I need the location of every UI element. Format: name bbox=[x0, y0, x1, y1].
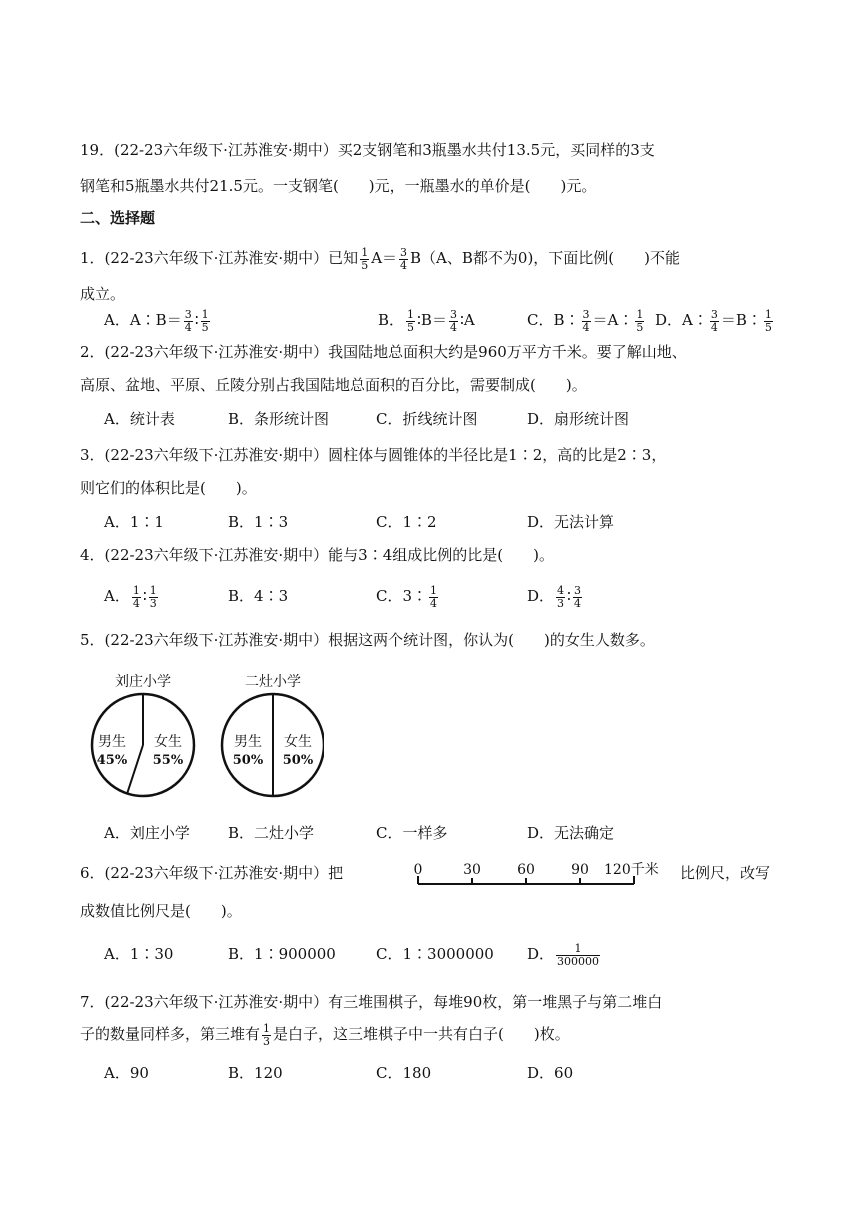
fraction: $\frac{1}{3}$ bbox=[149, 583, 157, 610]
scale-tick-label-120: 120千米 bbox=[604, 862, 659, 878]
q2-option-b[interactable]: B．条形统计图 bbox=[228, 410, 330, 428]
q6-pre: 6．(22-23六年级下·江苏淮安·期中）把 bbox=[80, 864, 344, 882]
q1-mid2: B（A、B都不为0)，下面比例( )不能 bbox=[410, 249, 681, 267]
q2-option-d[interactable]: D．扇形统计图 bbox=[527, 410, 630, 428]
fraction: $\frac{4}{3}$ bbox=[557, 583, 565, 610]
fraction: $\frac{1}{5}$ bbox=[407, 307, 415, 334]
q1-option-c[interactable]: C．B∶ $\frac{3}{4}$ ＝A∶ $\frac{1}{5}$ bbox=[527, 307, 644, 334]
q6-option-c[interactable]: C．1∶3000000 bbox=[376, 945, 494, 963]
q6-option-a[interactable]: A．1∶30 bbox=[104, 945, 174, 963]
q6-option-b[interactable]: B．1∶900000 bbox=[228, 945, 336, 963]
fraction: $\frac{3}{4}$ bbox=[184, 307, 192, 334]
q3-option-d[interactable]: D．无法计算 bbox=[527, 513, 615, 531]
scale-tick-label-0: 0 bbox=[413, 862, 423, 878]
q1-line2: 成立。 bbox=[80, 285, 126, 303]
q3-option-b[interactable]: B．1∶3 bbox=[228, 513, 289, 531]
q1-line1 bbox=[80, 246, 680, 272]
fraction: $\frac{3}{4}$ bbox=[573, 583, 581, 610]
chart1-right-label: 女生 bbox=[154, 734, 182, 750]
q1-option-a[interactable]: A．A∶B＝ $\frac{3}{4}$ ∶ $\frac{1}{5}$ bbox=[104, 307, 209, 334]
chart2-right-label: 女生 bbox=[284, 734, 312, 750]
line-scale bbox=[408, 856, 670, 890]
q7-option-b[interactable]: B．120 bbox=[228, 1064, 283, 1082]
q4-line1: 4．(22-23六年级下·江苏淮安·期中）能与3∶4组成比例的比是( )。 bbox=[80, 546, 554, 564]
chart2-title: 二灶小学 bbox=[245, 674, 301, 690]
q4-option-b[interactable]: B．4∶3 bbox=[228, 587, 289, 605]
q1-mid1: A＝ bbox=[371, 249, 398, 267]
fraction: $\frac{1}{300000}$ bbox=[557, 941, 600, 968]
chart1-right-pct: 55% bbox=[152, 753, 184, 768]
fraction: $\frac{1}{5}$ bbox=[201, 307, 209, 334]
q7-option-a[interactable]: A．90 bbox=[104, 1064, 149, 1082]
chart1-left-pct: 45% bbox=[96, 753, 128, 768]
chart2-right-pct: 50% bbox=[282, 753, 314, 768]
q7-option-d[interactable]: D．60 bbox=[527, 1064, 574, 1082]
q19-line1: 19．(22-23六年级下·江苏淮安·期中）买2支钢笔和3瓶墨水共付13.5元，买同样的3支 bbox=[80, 141, 655, 159]
fraction: $\frac{1}{4}$ bbox=[132, 583, 140, 610]
q1-option-b[interactable]: B． $\frac{1}{5}$ ∶B＝ $\frac{3}{4}$ ∶A bbox=[378, 307, 475, 334]
q6-line2: 成数值比例尺是( )。 bbox=[80, 902, 242, 920]
scale-tick-label-60: 60 bbox=[517, 862, 535, 878]
q3-line1: 3．(22-23六年级下·江苏淮安·期中）圆柱体与圆锥体的半径比是1∶2，高的比是2∶3， bbox=[80, 446, 667, 464]
q19-line2: 钢笔和5瓶墨水共付21.5元。一支钢笔( )元，一瓶墨水的单价是( )元。 bbox=[80, 177, 597, 195]
q1-option-d[interactable]: D．A∶ $\frac{3}{4}$ ＝B∶ $\frac{1}{5}$ bbox=[655, 307, 772, 334]
q5-option-d[interactable]: D．无法确定 bbox=[527, 824, 615, 842]
q3-option-a[interactable]: A．1∶1 bbox=[104, 513, 164, 531]
fraction: $\frac{3}{4}$ bbox=[710, 307, 718, 334]
q6-option-d[interactable]: D． $\frac{1}{300000}$ bbox=[527, 941, 600, 968]
chart1-left-label: 男生 bbox=[98, 734, 126, 750]
fraction: $\frac{1}{5}$ bbox=[361, 245, 369, 272]
q3-option-c[interactable]: C．1∶2 bbox=[376, 513, 437, 531]
chart1-title: 刘庄小学 bbox=[115, 674, 171, 690]
q4-option-d[interactable]: D． $\frac{4}{3}$ ∶ $\frac{3}{4}$ bbox=[527, 583, 581, 610]
q7-option-c[interactable]: C．180 bbox=[376, 1064, 432, 1082]
fraction: $\frac{3}{4}$ bbox=[400, 245, 408, 272]
q2-line2: 高原、盆地、平原、丘陵分别占我国陆地总面积的百分比，需要制成( )。 bbox=[80, 376, 587, 394]
q1-pre: 1．(22-23六年级下·江苏淮安·期中）已知 bbox=[80, 249, 359, 267]
q2-option-c[interactable]: C．折线统计图 bbox=[376, 410, 478, 428]
q7-line1: 7．(22-23六年级下·江苏淮安·期中）有三堆围棋子，每堆90枚，第一堆黑子与第二堆白 bbox=[80, 993, 663, 1011]
fraction: $\frac{1}{5}$ bbox=[636, 307, 644, 334]
pie-charts bbox=[84, 668, 324, 808]
q4-option-a[interactable]: A． $\frac{1}{4}$ ∶ $\frac{1}{3}$ bbox=[104, 583, 157, 610]
fraction: $\frac{1}{3}$ bbox=[263, 1021, 271, 1048]
q5-option-a[interactable]: A．刘庄小学 bbox=[104, 824, 190, 842]
q5-line1: 5．(22-23六年级下·江苏淮安·期中）根据这两个统计图，你认为( )的女生人数多。 bbox=[80, 631, 655, 649]
scale-tick-label-30: 30 bbox=[463, 862, 481, 878]
q6-post: 比例尺，改写 bbox=[680, 864, 771, 882]
fraction: $\frac{3}{4}$ bbox=[582, 307, 590, 334]
q4-option-c[interactable]: C．3∶ $\frac{1}{4}$ bbox=[376, 583, 438, 610]
q7-line2: 子的数量同样多，第三堆有 $\frac{1}{3}$ 是白子，这三堆棋子中一共有白子( )枚。 bbox=[80, 1021, 570, 1048]
fraction: $\frac{3}{4}$ bbox=[449, 307, 457, 334]
section-title: 二、选择题 bbox=[80, 209, 156, 227]
q3-line2: 则它们的体积比是( )。 bbox=[80, 479, 257, 497]
fraction: $\frac{1}{4}$ bbox=[430, 583, 438, 610]
chart2-left-pct: 50% bbox=[232, 753, 264, 768]
q2-option-a[interactable]: A．统计表 bbox=[104, 410, 175, 428]
q5-option-c[interactable]: C．一样多 bbox=[376, 824, 448, 842]
fraction: $\frac{1}{5}$ bbox=[764, 307, 772, 334]
chart2-left-label: 男生 bbox=[234, 734, 262, 750]
scale-tick-label-90: 90 bbox=[571, 862, 589, 878]
q2-line1: 2．(22-23六年级下·江苏淮安·期中）我国陆地总面积大约是960万平方千米。要了解山地、 bbox=[80, 343, 687, 361]
q5-option-b[interactable]: B．二灶小学 bbox=[228, 824, 315, 842]
